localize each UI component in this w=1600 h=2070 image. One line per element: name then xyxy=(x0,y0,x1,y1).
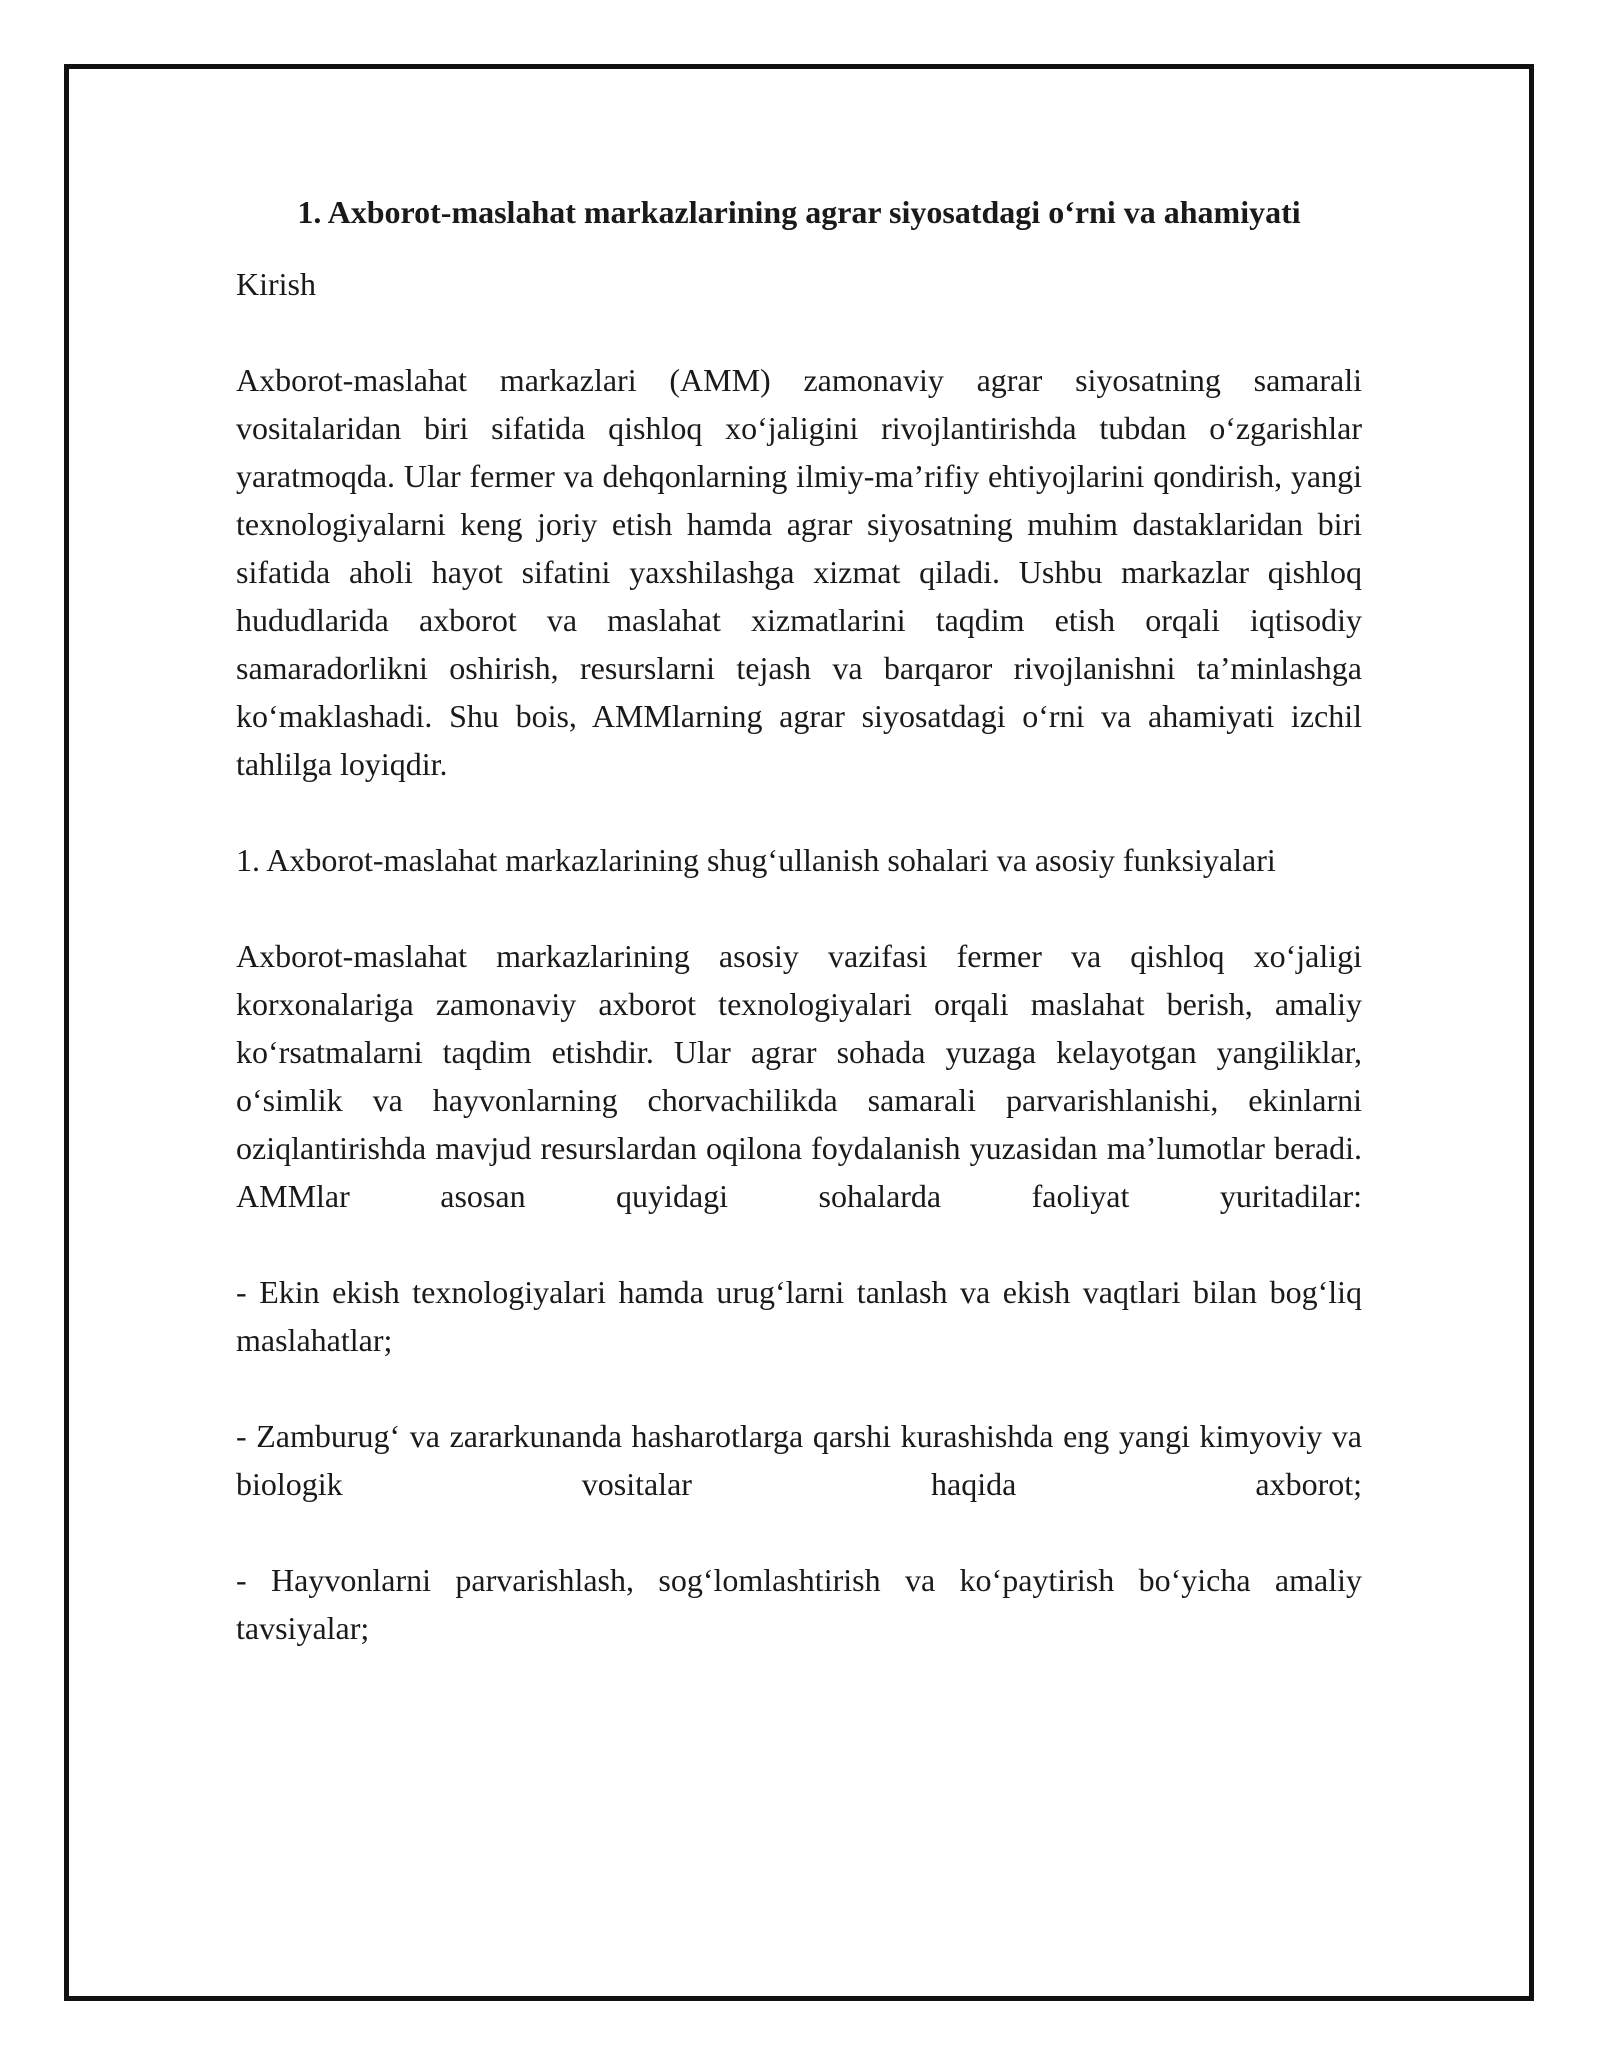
list-item: - Hayvonlarni parvarishlash, sog‘lomlashtirish va ko‘paytirish bo‘yicha amaliy tavsiyalar; xyxy=(236,1562,1362,1646)
document-title: 1. Axborot-maslahat markazlarining agrar siyosatdagi o‘rni va ahamiyati xyxy=(297,194,1301,230)
intro-heading: Kirish xyxy=(236,266,316,302)
list-item: - Ekin ekish texnologiyalari hamda urug‘larni tanlash va ekish vaqtlari bilan bog‘liq maslahatlar; xyxy=(236,1274,1362,1358)
section-1-heading: 1. Axborot-maslahat markazlarining shug‘ullanish sohalari va asosiy funksiyalari xyxy=(236,842,1276,878)
intro-paragraph: Axborot-maslahat markazlari (AMM) zamonaviy agrar siyosatning samarali vositalaridan biri sifatida qishloq xo‘jaligini rivojlantirishda tubdan o‘zgarishlar yaratmoqda. Ular fermer va dehqonlarning ilmiy-ma’rifiy ehtiyojlarini qondirish, yangi texnologiyalarni keng joriy etish hamda agrar siyosatning muhim dastaklaridan biri sifatida aholi hayot sifatini yaxshilashga xizmat qiladi. Ushbu markazlar qishloq hududlarida axborot va maslahat xizmatlarini taqdim etish orqali iqtisodiy samaradorlikni oshirish, resurslarni tejash va barqaror rivojlanishni ta’minlashga ko‘maklashadi. Shu bois, AMMlarning agrar siyosatdagi o‘rni va ahamiyati izchil tahlilga loyiqdir. xyxy=(236,362,1362,782)
document-body xyxy=(236,188,1362,1700)
list-item: - Zamburug‘ va zararkunanda hasharotlarga qarshi kurashishda eng yangi kimyoviy va biologik vositalar haqida axborot; xyxy=(236,1418,1362,1502)
section-1-paragraph: Axborot-maslahat markazlarining asosiy vazifasi fermer va qishloq xo‘jaligi korxonalariga zamonaviy axborot texnologiyalari orqali maslahat berish, amaliy ko‘rsatmalarni taqdim etishdir. Ular agrar sohada yuzaga kelayotgan yangiliklar, o‘simlik va hayvonlarning chorvachilikda samarali parvarishlanishi, ekinlarni oziqlantirishda mavjud resurslardan oqilona foydalanish yuzasidan ma’lumotlar beradi. AMMlar asosan quyidagi sohalarda faoliyat yuritadilar: xyxy=(236,938,1362,1214)
